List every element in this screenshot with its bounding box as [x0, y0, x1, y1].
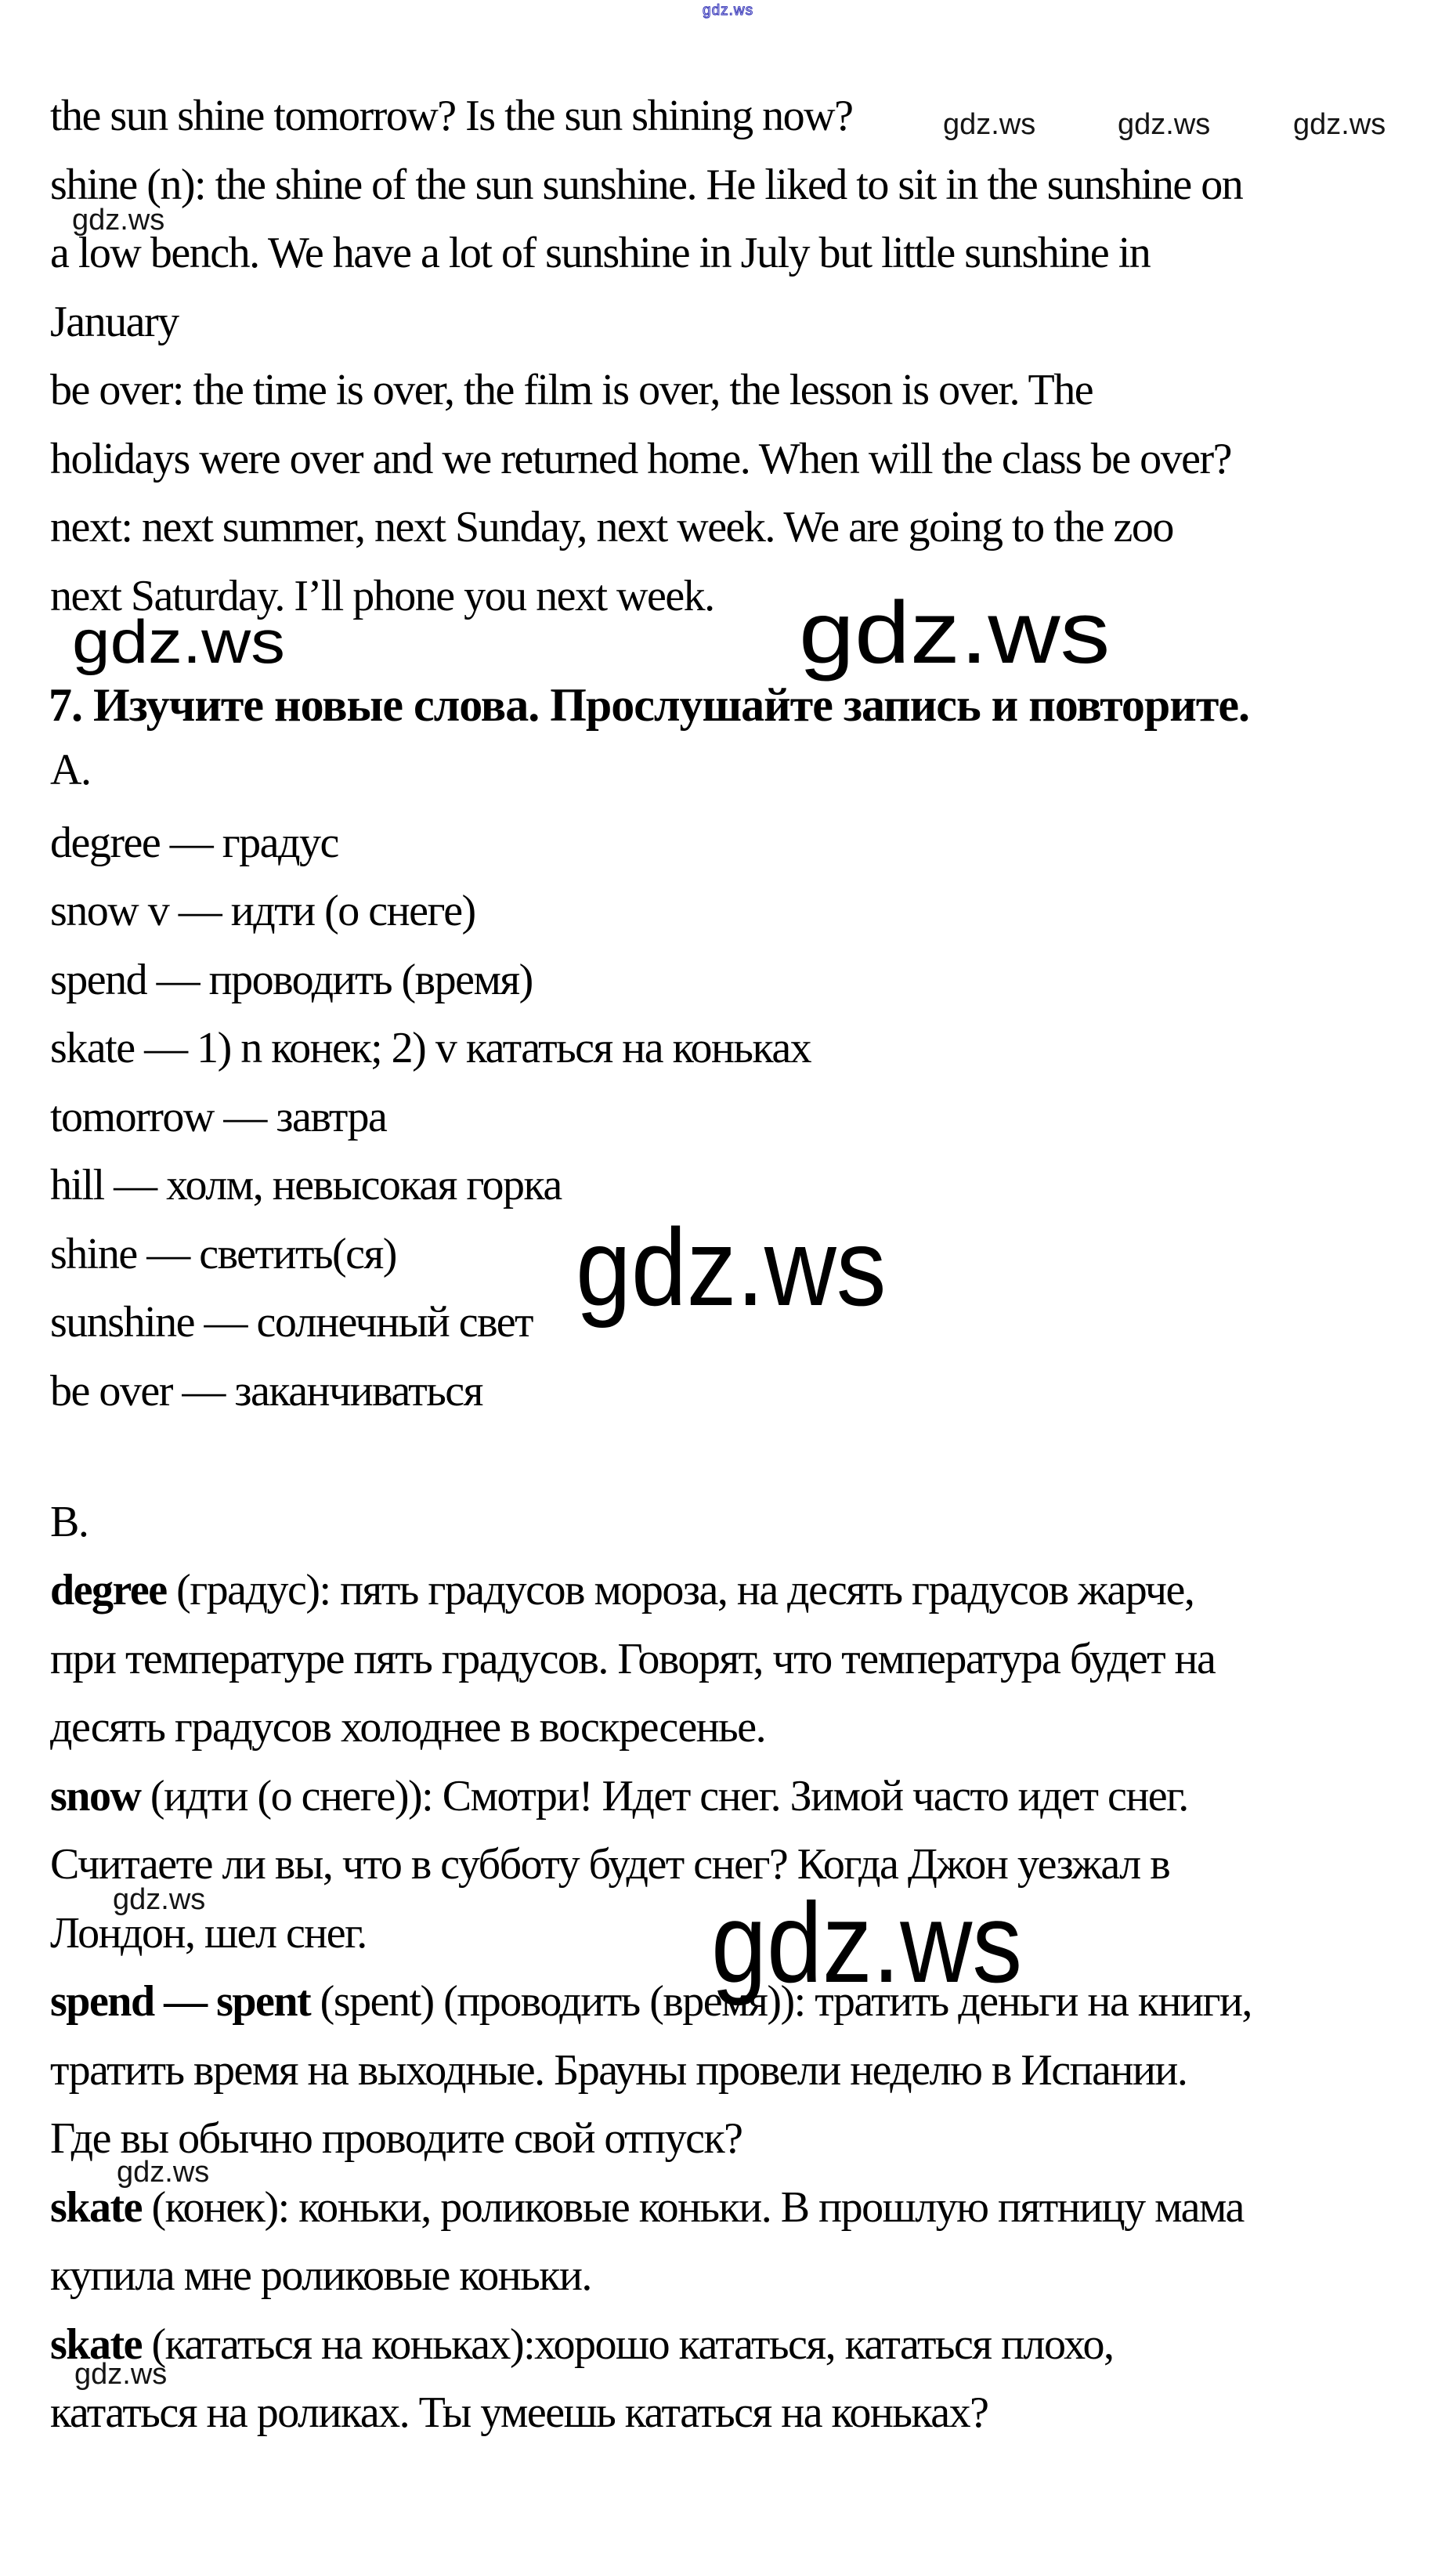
watermark-gdz-large: gdz.ws [72, 607, 285, 676]
part-b-label: B. [50, 1498, 89, 1546]
section-heading: 7. Изучите новые слова. Прослушайте запись и повторите. [49, 679, 1249, 731]
vocab-line [50, 1910, 367, 1957]
vocab-line: sunshine — солнечный свет [50, 1298, 533, 1347]
vocab-line [50, 1841, 1169, 1888]
vocab-line [50, 2184, 1244, 2231]
vocab-line [50, 2321, 1113, 2368]
vocab-line [50, 2115, 742, 2162]
vocab-line: snow v — идти (о снеге) [50, 887, 475, 935]
vocab-text: (градус): пять градусов мороза, на десять градусов жарче, [166, 1566, 1194, 1614]
vocab-word: skate [50, 2183, 142, 2232]
vocab-line [50, 1636, 1215, 1683]
vocab-text: тратить время на выходные. Брауны провели неделю в Испании. [50, 2046, 1187, 2095]
part-a-label: A. [50, 746, 91, 794]
vocab-text: Считаете ли вы, что в субботу будет снег? Когда Джон уезжал в [50, 1840, 1170, 1889]
watermark-gdz-small: gdz.ws [113, 1883, 206, 1916]
vocab-line: hill — холм, невысокая горка [50, 1161, 562, 1209]
vocab-text: (кататься на коньках):хорошо кататься, кататься плохо, [141, 2320, 1114, 2369]
vocab-line [50, 1567, 1194, 1614]
text-line: the sun shine tomorrow? Is the sun shining now? [50, 92, 853, 140]
text-line: a low bench. We have a lot of sunshine in July but little sunshine in [50, 229, 1151, 277]
vocab-text: кататься на роликах. Ты умеешь кататься на коньках? [50, 2388, 988, 2437]
vocab-line [50, 1978, 1252, 2025]
text-line: shine (n): the shine of the sun sunshine. He liked to sit in the sunshine on [50, 161, 1243, 209]
vocab-line: spend — проводить (время) [50, 956, 533, 1004]
vocab-text: Где вы обычно проводите свой отпуск? [50, 2114, 742, 2163]
vocab-line [50, 2047, 1187, 2094]
watermark-gdz-small: gdz.ws [1118, 108, 1211, 141]
vocab-word: spend — spent [50, 1977, 311, 2026]
watermark-gdz-small: gdz.ws [1293, 108, 1386, 141]
vocab-text: купила мне роликовые коньки. [50, 2251, 591, 2300]
vocab-line: degree — градус [50, 819, 338, 867]
vocab-text: десять градусов холоднее в воскресенье. [50, 1703, 766, 1752]
text-line: holidays were over and we returned home. When will the class be over? [50, 435, 1232, 483]
text-line: next: next summer, next Sunday, next week. We are going to the zoo [50, 503, 1173, 551]
watermark-gdz-top: gdz.ws [703, 2, 754, 19]
vocab-text: (конек): коньки, роликовые коньки. В прошлую пятницу мама [141, 2183, 1244, 2232]
vocab-text: при температуре пять градусов. Говорят, что температура будет на [50, 1635, 1216, 1683]
text-line: be over: the time is over, the film is over, the lesson is over. The [50, 366, 1093, 414]
watermark-gdz-large: gdz.ws [711, 1879, 1023, 2006]
watermark-gdz-large: gdz.ws [799, 584, 1111, 682]
vocab-line: tomorrow — завтра [50, 1093, 387, 1141]
vocab-word: skate [50, 2320, 142, 2369]
vocab-word: degree [50, 1566, 167, 1614]
vocab-line [50, 2389, 988, 2436]
vocab-line: be over — заканчиваться [50, 1367, 482, 1416]
vocab-line: skate — 1) n конек; 2) v кататься на коньках [50, 1024, 811, 1072]
vocab-text: Лондон, шел снег. [50, 1909, 367, 1958]
vocab-line [50, 1704, 765, 1751]
watermark-gdz-small: gdz.ws [943, 108, 1036, 141]
vocab-line [50, 1773, 1188, 1820]
vocab-text: (spent) (проводить (время)): тратить деньги на книги, [310, 1977, 1252, 2026]
watermark-gdz-small: gdz.ws [117, 2156, 210, 2189]
watermark-gdz-small: gdz.ws [72, 204, 165, 237]
watermark-gdz-large: gdz.ws [576, 1206, 887, 1329]
text-line: next Saturday. I’ll phone you next week. [50, 572, 714, 620]
vocab-line: shine — светить(ся) [50, 1230, 396, 1278]
text-line: January [50, 298, 179, 346]
vocab-text: (идти (о снеге)): Смотри! Идет снег. Зимой часто идет снег. [140, 1772, 1188, 1820]
watermark-gdz-small: gdz.ws [74, 2358, 168, 2391]
vocab-word: snow [50, 1772, 141, 1820]
vocab-line [50, 2252, 591, 2299]
